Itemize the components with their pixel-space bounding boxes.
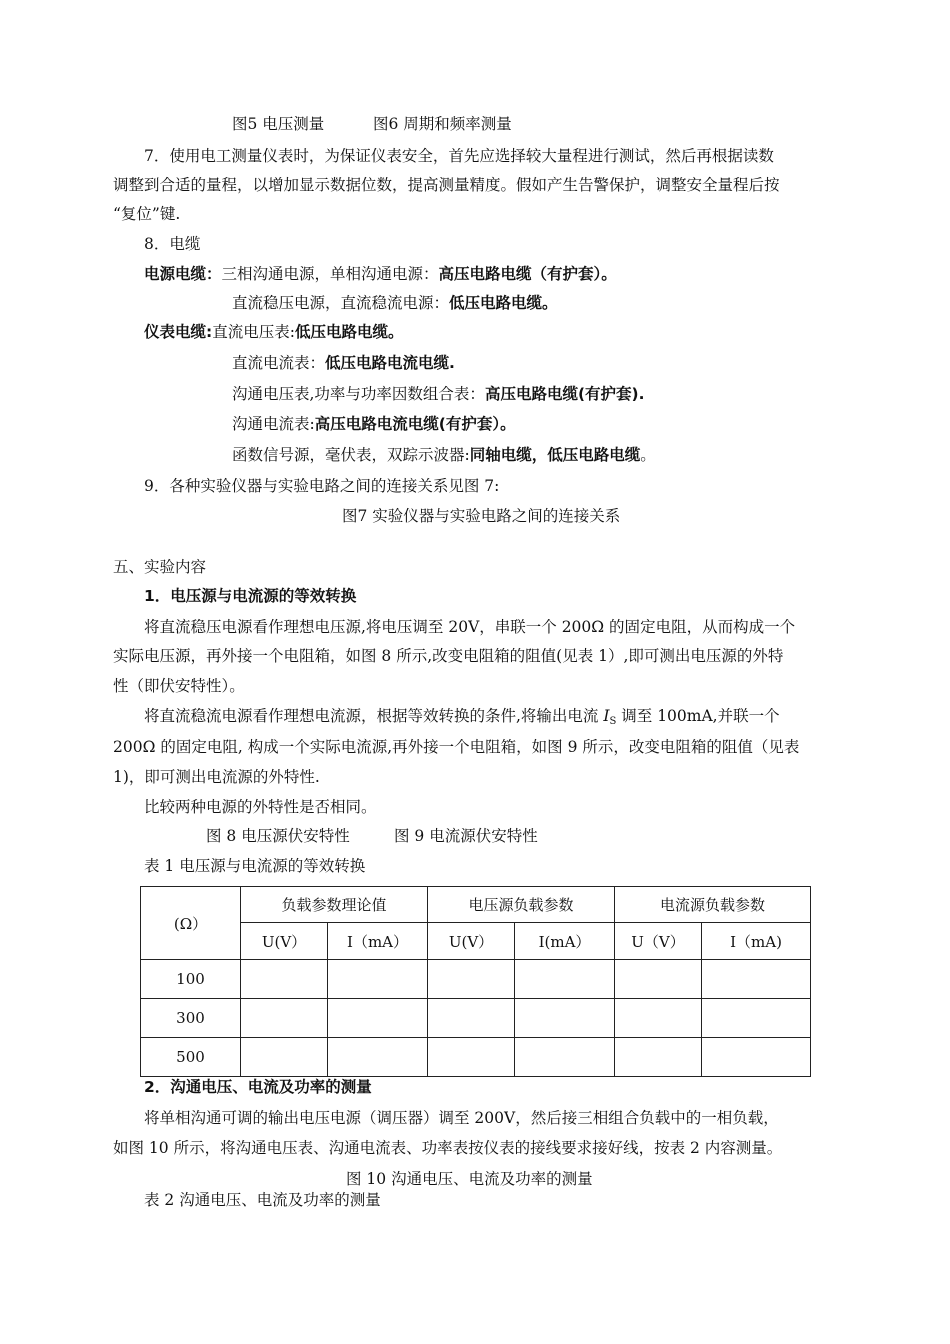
item7-line3: “复位”键. bbox=[113, 205, 181, 223]
meter-cable-line5 bbox=[232, 445, 656, 465]
meter-cable-line3 bbox=[232, 384, 645, 404]
figure-5-caption: 图5 电压测量 bbox=[232, 115, 325, 133]
para3: 比较两种电源的外特性是否相同。 bbox=[144, 798, 377, 816]
table-cell bbox=[241, 1038, 328, 1077]
meter-cable-line4-text: 沟通电流表: bbox=[232, 415, 315, 433]
power-cable-line1-text: 三相沟通电源，单相沟通电源： bbox=[221, 265, 439, 283]
table-cell bbox=[428, 1038, 515, 1077]
table1-row-label: 500 bbox=[141, 1038, 241, 1077]
meter-cable-line1-bold: 低压电路电缆。 bbox=[294, 323, 404, 341]
table1-row-label: 100 bbox=[141, 960, 241, 999]
table1-row-label: 300 bbox=[141, 999, 241, 1038]
table1-subheader: U(V） bbox=[428, 923, 515, 960]
table-cell bbox=[428, 999, 515, 1038]
power-cable-line1-bold: 高压电路电缆（有护套）。 bbox=[438, 265, 617, 283]
table1-subheader: U(V） bbox=[241, 923, 328, 960]
meter-cable-line2-bold: 低压电路电流电缆. bbox=[325, 354, 455, 372]
table-row bbox=[141, 999, 811, 1038]
sub2-line1: 将单相沟通可调的输出电压电源（调压器）调至 200V，然后接三相组合负载中的一相负载， bbox=[144, 1109, 779, 1127]
table-row bbox=[141, 960, 811, 999]
table-cell bbox=[428, 960, 515, 999]
current-subscript: S bbox=[609, 716, 617, 727]
table-cell bbox=[615, 960, 702, 999]
table-cell bbox=[515, 1038, 615, 1077]
table-cell bbox=[515, 999, 615, 1038]
figure-8-caption: 图 8 电压源伏安特性 bbox=[206, 827, 350, 845]
table1-subheader: U（V） bbox=[615, 923, 702, 960]
power-cable-line2 bbox=[232, 293, 558, 313]
table1-group-header: 电压源负载参数 bbox=[428, 887, 615, 923]
meter-cable-line1-text: 直流电压表: bbox=[212, 323, 295, 341]
table1-group-header: 电流源负载参数 bbox=[615, 887, 811, 923]
item7-line2: 调整到合适的量程，以增加显示数据位数，提高测量精度。假如产生告警保护，调整安全量程后按 bbox=[113, 176, 780, 194]
para2-line1-b: 调至 100mA,并联一个 bbox=[616, 707, 780, 725]
meter-cable-line5-text: 函数信号源，毫伏表，双踪示波器: bbox=[232, 446, 470, 464]
table-cell bbox=[241, 960, 328, 999]
table-cell bbox=[328, 1038, 428, 1077]
figure-7-caption: 图7 实验仪器与实验电路之间的连接关系 bbox=[342, 507, 621, 525]
table-cell bbox=[241, 999, 328, 1038]
table-cell bbox=[328, 960, 428, 999]
table1-subheader: I(mA） bbox=[515, 923, 615, 960]
table1 bbox=[140, 886, 811, 1077]
subsection2-title: 2．沟通电压、电流及功率的测量 bbox=[144, 1078, 372, 1096]
table1-subheader: I（mA） bbox=[328, 923, 428, 960]
section5-title: 五、实验内容 bbox=[113, 558, 207, 576]
current-symbol: I bbox=[603, 707, 610, 725]
table1-corner-header: (Ω） bbox=[141, 887, 241, 960]
figure-10-caption: 图 10 沟通电压、电流及功率的测量 bbox=[346, 1170, 593, 1188]
meter-cable-line2-text: 直流电流表： bbox=[232, 354, 326, 372]
meter-cable-line5-end: 。 bbox=[640, 446, 656, 464]
item8-title: 8．电缆 bbox=[144, 235, 201, 253]
table-cell bbox=[702, 999, 811, 1038]
meter-cable-line2 bbox=[232, 353, 455, 373]
table-cell bbox=[702, 960, 811, 999]
table-cell bbox=[615, 999, 702, 1038]
table-cell bbox=[328, 999, 428, 1038]
power-cable-line1 bbox=[144, 264, 617, 284]
para1-line3: 性（即伏安特性）。 bbox=[113, 677, 245, 695]
meter-cable-line3-bold: 高压电路电缆(有护套). bbox=[484, 385, 645, 403]
table2-caption: 表 2 沟通电压、电流及功率的测量 bbox=[144, 1191, 381, 1209]
figure-9-caption: 图 9 电流源伏安特性 bbox=[394, 827, 538, 845]
meter-cable-line3-text: 沟通电压表,功率与功率因数组合表： bbox=[232, 385, 485, 403]
sub2-line2: 如图 10 所示，将沟通电压表、沟通电流表、功率表按仪表的接线要求接好线，按表 2 内容测量。 bbox=[113, 1139, 783, 1157]
subsection1-title: 1．电压源与电流源的等效转换 bbox=[144, 587, 357, 605]
power-cable-line2-bold: 低压电路电缆。 bbox=[449, 294, 558, 312]
para1-line1: 将直流稳压电源看作理想电压源,将电压调至 20V，串联一个 200Ω 的固定电阻，从而构成一个 bbox=[144, 618, 796, 636]
meter-cable-line5-bold: 同轴电缆，低压电路电缆 bbox=[469, 446, 641, 464]
meter-cable-line4 bbox=[232, 414, 516, 434]
para2-line1 bbox=[144, 706, 780, 732]
power-cable-label: 电源电缆： bbox=[144, 265, 222, 283]
table1-caption: 表 1 电压源与电流源的等效转换 bbox=[144, 857, 366, 875]
meter-cable-label: 仪表电缆: bbox=[144, 323, 213, 341]
table-row bbox=[141, 1038, 811, 1077]
para2-line1-a: 将直流稳流电源看作理想电流源，根据等效转换的条件,将输出电流 bbox=[144, 707, 604, 725]
para2-line3: 1)，即可测出电流源的外特性. bbox=[113, 768, 320, 786]
table-cell bbox=[702, 1038, 811, 1077]
power-cable-line2-text: 直流稳压电源，直流稳流电源： bbox=[232, 294, 450, 312]
table1-subheader: I（mA) bbox=[702, 923, 811, 960]
para2-line2: 200Ω 的固定电阻, 构成一个实际电流源,再外接一个电阻箱，如图 9 所示，改变电阻箱的阻值（见表 bbox=[113, 738, 800, 756]
item7-line1: 7．使用电工测量仪表时，为保证仪表安全，首先应选择较大量程进行测试，然后再根据读数 bbox=[144, 147, 774, 165]
para1-line2: 实际电压源，再外接一个电阻箱，如图 8 所示,改变电阻箱的阻值(见表 1）,即可测出电压源的外特 bbox=[113, 647, 784, 665]
table-cell bbox=[515, 960, 615, 999]
table1-group-header: 负载参数理论值 bbox=[241, 887, 428, 923]
table-cell bbox=[615, 1038, 702, 1077]
figure-6-caption: 图6 周期和频率测量 bbox=[373, 115, 512, 133]
item9-text: 9．各种实验仪器与实验电路之间的连接关系见图 7: bbox=[144, 477, 500, 495]
meter-cable-line1 bbox=[144, 322, 403, 342]
meter-cable-line4-bold: 高压电路电流电缆(有护套）。 bbox=[314, 415, 516, 433]
